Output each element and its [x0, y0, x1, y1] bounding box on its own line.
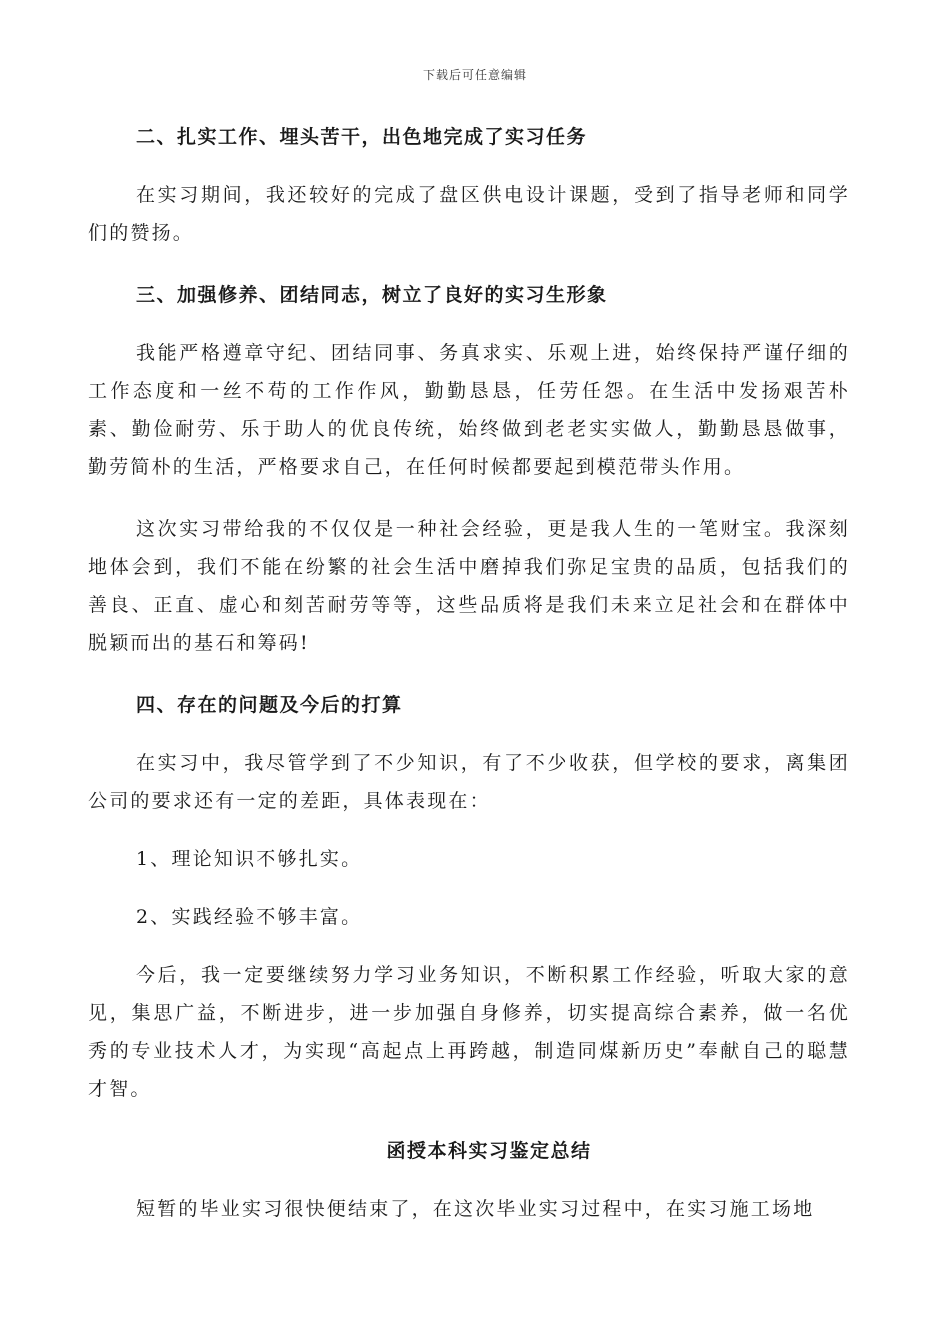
paragraph-conduct: 我能严格遵章守纪、团结同事、务真求实、乐观上进，始终保持严谨仔细的工作态度和一丝不苟的工作作风，勤勤恳恳，任劳任怨。在生活中发扬艰苦朴素、勤俭耐劳、乐于助人的优良传统，始终做到老老实实做人，勤勤恳恳做事，勤劳简朴的生活，严格要求自己，在任何时候都要起到模范带头作用。	[88, 342, 850, 478]
document-body	[88, 118, 850, 1228]
document-title-summary: 函授本科实习鉴定总结	[386, 1140, 592, 1162]
paragraph-summary-intro: 短暂的毕业实习很快便结束了，在这次毕业实习过程中，在实习施工场地	[136, 1198, 815, 1220]
paragraph-problems: 在实习中，我尽管学到了不少知识，有了不少收获，但学校的要求，离集团公司的要求还有一定的差距，具体表现在：	[88, 752, 850, 812]
page-header: 下载后可任意编辑	[422, 68, 527, 82]
list-item-theory: 1、理论知识不够扎实。	[136, 848, 363, 870]
paragraph-internship-task: 在实习期间，我还较好的完成了盘区供电设计课题，受到了指导老师和同学们的赞扬。	[88, 184, 850, 244]
section-heading-4: 四、存在的问题及今后的打算	[136, 694, 403, 716]
list-item-practice: 2、实践经验不够丰富。	[136, 906, 363, 928]
paragraph-future-plans: 今后，我一定要继续努力学习业务知识，不断积累工作经验，听取大家的意见，集思广益，不断进步，进一步加强自身修养，切实提高综合素养，做一名优秀的专业技术人才，为实现“高起点上再跨越，制造同煤新历史”奉献自己的聪慧才智。	[88, 964, 850, 1100]
section-heading-3: 三、加强修养、团结同志，树立了良好的实习生形象	[136, 284, 608, 306]
section-heading-2: 二、扎实工作、埋头苦干，出色地完成了实习任务	[136, 126, 588, 148]
paragraph-experience: 这次实习带给我的不仅仅是一种社会经验，更是我人生的一笔财宝。我深刻地体会到，我们不能在纷繁的社会生活中磨掉我们弥足宝贵的品质，包括我们的善良、正直、虚心和刻苦耐劳等等，这些品质将是我们未来立足社会和在群体中脱颖而出的基石和筹码!	[88, 518, 850, 654]
